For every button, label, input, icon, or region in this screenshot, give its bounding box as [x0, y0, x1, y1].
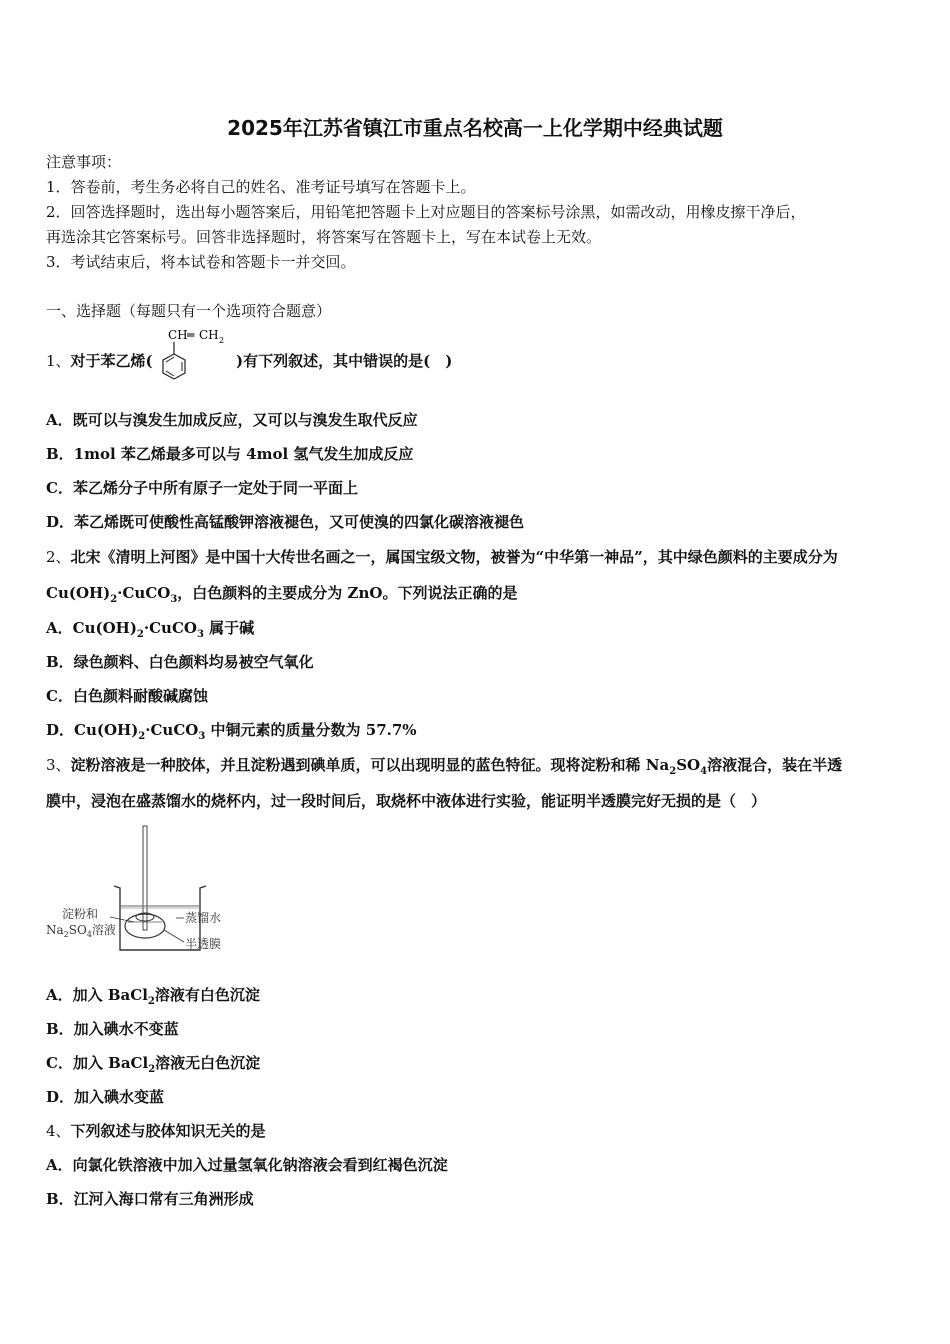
q3-opt-a-part-2: 溶液有白色沉淀	[154, 986, 260, 1004]
fig-label-membrane: 半透膜	[185, 937, 222, 951]
section-heading: 一、选择题（每题只有一个选项符合题意）	[46, 302, 332, 320]
notice-item-2-line-2: 再选涂其它答案标号。回答非选择题时，将答案写在答题卡上，写在本试卷上无效。	[46, 228, 602, 246]
q3-line-1-sub-2: 4	[700, 766, 708, 777]
question-4-option-a: A．向氯化铁溶液中加入过量氢氧化钠溶液会看到红褐色沉淀	[46, 1156, 448, 1174]
question-2-option-b: B．绿色颜料、白色颜料均易被空气氧化	[46, 653, 314, 671]
q2-opt-d-sub-2: 3	[198, 731, 206, 742]
q2-formula-a: Cu(OH)	[46, 584, 111, 602]
question-2-line-1	[46, 547, 838, 567]
notice-item-3: 3．考试结束后，将本试卷和答题卡一并交回。	[46, 253, 356, 271]
question-3-line-2: 膜中，浸泡在盛蒸馏水的烧杯内，过一段时间后，取烧杯中液体进行实验，能证明半透膜完好无损的是（ ）	[46, 792, 767, 810]
q3-opt-c-part-1: C．加入 BaCl	[46, 1054, 149, 1072]
q3-line-1-sub-1: 2	[669, 766, 677, 777]
question-2-text-line-1: 北宋《清明上河图》是中国十大传世名画之一，属国宝级文物，被誉为“中华第一神品”，其中绿色颜料的主要成分为	[70, 548, 838, 566]
q3-opt-a-part-1: A．加入 BaCl	[46, 986, 148, 1004]
q2-opt-d-part-3: 中铜元素的质量分数为 57.7%	[205, 721, 417, 739]
dialysis-beaker-figure	[44, 822, 244, 962]
question-1-option-c: C．苯乙烯分子中所有原子一定处于同一平面上	[46, 479, 358, 497]
question-1-number: 1、	[46, 352, 71, 370]
question-4-stem	[46, 1121, 266, 1141]
q3-line-1-part-1: 淀粉溶液是一种胶体，并且淀粉遇到碘单质，可以出现明显的蓝色特征。现将淀粉和稀 Na	[70, 756, 670, 774]
q2-opt-d-sub-1: 2	[138, 731, 146, 742]
q2-formula-b: ·CuCO	[117, 584, 171, 602]
notice-heading: 注意事项：	[46, 153, 122, 171]
fig-label-starch: 淀粉和	[62, 907, 99, 921]
question-1-stem	[46, 351, 153, 371]
q3-opt-c-part-2: 溶液无白色沉淀	[155, 1054, 261, 1072]
question-4-text: 下列叙述与胶体知识无关的是	[70, 1122, 266, 1140]
q2-opt-a-sub-2: 3	[196, 629, 204, 640]
q2-opt-a-sub-1: 2	[136, 629, 144, 640]
q2-formula-sub-2: 3	[170, 594, 178, 605]
leader-line-membrane	[164, 930, 184, 942]
q3-line-1-part-3: 溶液混合，装在半透	[707, 756, 843, 774]
q2-opt-d-part-2: ·CuCO	[145, 721, 199, 739]
q2-line-2-rest: ，白色颜料的主要成分为 ZnO。下列说法正确的是	[177, 584, 518, 602]
question-3-option-c	[46, 1053, 260, 1080]
question-3-option-d: D．加入碘水变蓝	[46, 1088, 165, 1106]
question-3-number: 3、	[46, 756, 71, 774]
question-4-number: 4、	[46, 1122, 71, 1140]
question-2-option-c: C．白色颜料耐酸碱腐蚀	[46, 687, 208, 705]
question-2-option-d	[46, 720, 417, 747]
question-1-option-d: D．苯乙烯既可使酸性高锰酸钾溶液褪色，又可使溴的四氯化碳溶液褪色	[46, 513, 525, 531]
q2-opt-a-part-1: A．Cu(OH)	[46, 619, 137, 637]
styrene-structure-figure	[154, 322, 238, 388]
question-3-line-1	[46, 755, 842, 782]
question-2-number: 2、	[46, 548, 71, 566]
question-1-option-b: B．1mol 苯乙烯最多可以与 4mol 氢气发生加成反应	[46, 445, 414, 463]
q2-opt-a-part-2: ·CuCO	[143, 619, 197, 637]
question-3-option-b: B．加入碘水不变蓝	[46, 1020, 179, 1038]
fig-label-distilled-water: 蒸馏水	[185, 911, 222, 925]
question-3-option-a	[46, 985, 260, 1012]
notice-item-2-line-1: 2．回答选择题时，选出每小题答案后，用铅笔把答题卡上对应题目的答案标号涂黑，如需改动，用橡皮擦干净后，	[46, 203, 806, 221]
styrene-formula-bond: ═	[187, 328, 195, 342]
styrene-formula-ch2: CH	[199, 328, 219, 342]
notice-item-1: 1．答卷前，考生务必将自己的姓名、准考证号填写在答题卡上。	[46, 178, 476, 196]
question-1-text-a: 对于苯乙烯(	[70, 352, 153, 370]
q2-formula-sub-1: 2	[110, 594, 118, 605]
styrene-formula-ch: CH	[168, 328, 188, 342]
q3-opt-c-sub: 2	[148, 1064, 156, 1075]
styrene-formula-sub: 2	[219, 336, 225, 345]
question-4-option-b: B．江河入海口常有三角洲形成	[46, 1190, 254, 1208]
page-title: 2025年江苏省镇江市重点名校高一上化学期中经典试题	[227, 116, 723, 140]
question-2-option-a	[46, 618, 254, 645]
question-2-line-2	[46, 583, 517, 610]
q3-opt-a-sub: 2	[147, 996, 155, 1007]
q3-line-1-part-2: SO	[676, 756, 701, 774]
q2-opt-d-part-1: D．Cu(OH)	[46, 721, 139, 739]
question-1-text-b: )有下列叙述，其中错误的是( )	[236, 352, 453, 370]
fig-label-na2so4: $Na_2SO_4$溶液	[46, 923, 116, 939]
q2-opt-a-part-3: 属于碱	[203, 619, 255, 637]
question-1-option-a: A．既可以与溴发生加成反应，又可以与溴发生取代反应	[46, 411, 418, 429]
